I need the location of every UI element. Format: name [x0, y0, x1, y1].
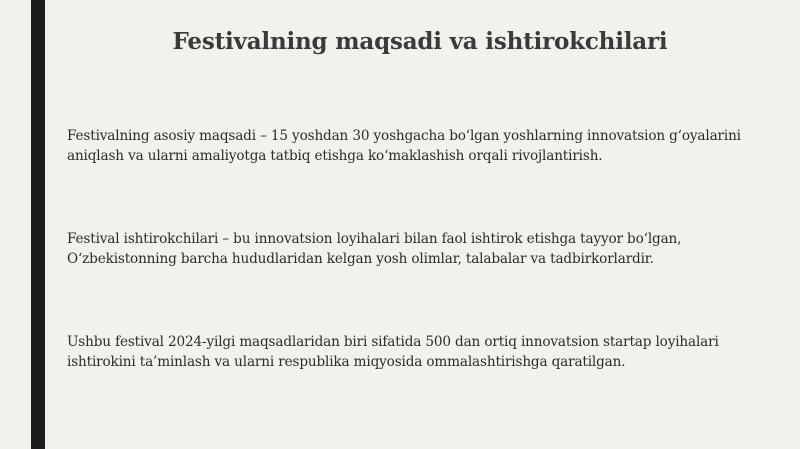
paragraph-target-2024: Ushbu festival 2024-yilgi maqsadlaridan biri sifatida 500 dan ortiq innovatsion startap loyihalari ishtirokini ta’minlash va ularni respublika miqyosida ommalashtirishga qaratilgan.	[67, 334, 719, 370]
left-accent-bar	[31, 0, 45, 449]
paragraph-participants: Festival ishtirokchilari – bu innovatsion loyihalari bilan faol ishtirok etishga tayyor bo‘lgan, O‘zbekistonning barcha hududlaridan kelgan yosh olimlar, talabalar va tadbirkorlardir.	[67, 231, 682, 267]
slide-title: Festivalning maqsadi va ishtirokchilari	[172, 28, 668, 55]
paragraph-goal: Festivalning asosiy maqsadi – 15 yoshdan 30 yoshgacha bo‘lgan yoshlarning innovatsion g‘oyalarini aniqlash va ularni amaliyotga tatbiq etishga ko‘maklashish orqali rivojlantirish.	[67, 128, 741, 164]
